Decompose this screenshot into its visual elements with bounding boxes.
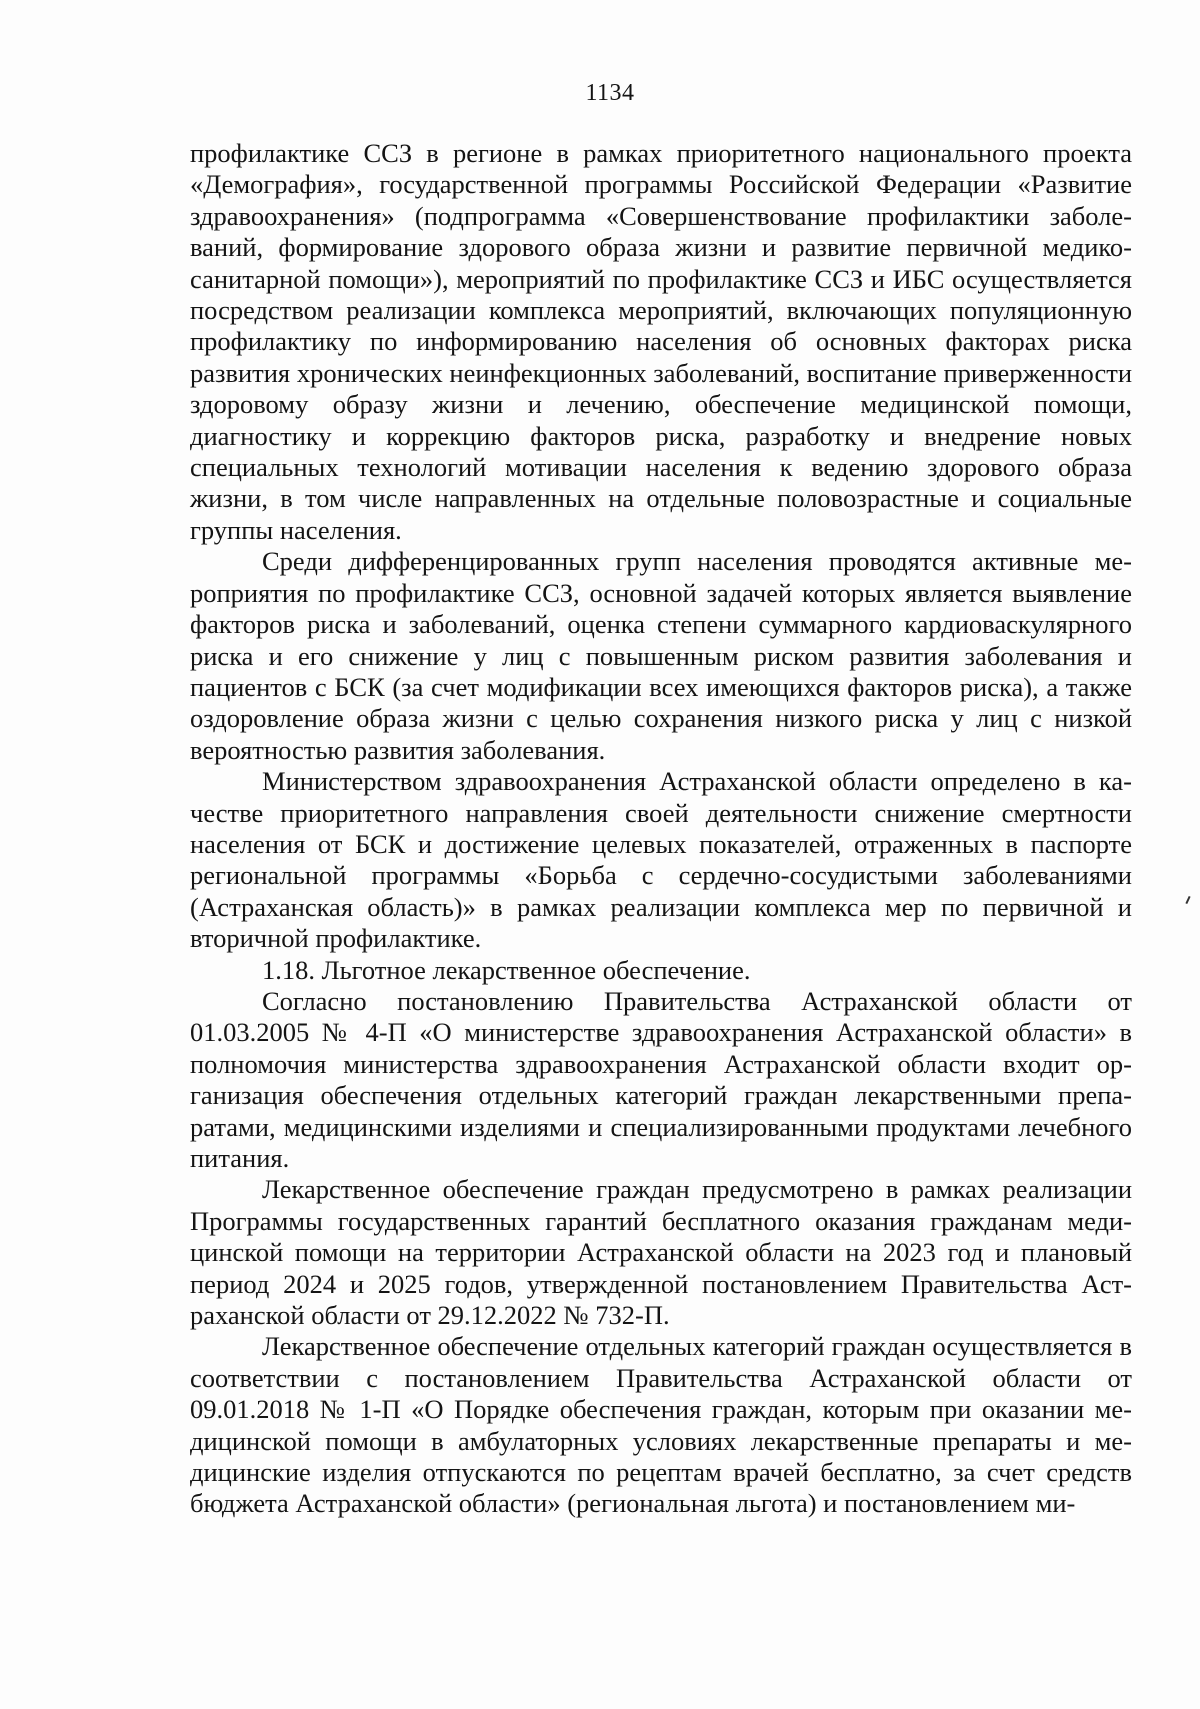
page-number: 1134 (585, 80, 635, 106)
scan-artifact-mark (1185, 896, 1190, 904)
paragraph-risk-groups: Среди дифференцированных групп населения проводятся активные мероприятия по профилактике ССЗ, основной задачей которых является выявление факторов риска и заболеваний, оценка степени суммарного кардиоваскулярного риска и его снижение у лиц с повышенным риском развития заболевания и пациентов с БСК (за счет модификации всех имеющихся факторов риска), а также оздоровление образа жизни с целью сохранения низкого риска у лиц с низкой вероятностью развития заболевания. (190, 546, 1132, 765)
paragraph-resolution-1p: Лекарственное обеспечение отдельных категорий граждан осуществляется в соответствии с постановлением Правительства Астраханской области от 09.01.2018 № 1-П «О Порядке обеспечения граждан, которым при оказании медицинской помощи в амбулаторных условиях лекарственные препараты и медицинские изделия отпускаются по рецептам врачей бесплатно, за счет средств бюджета Астраханской области» (региональная льгота) и постановлением ми- (190, 1331, 1132, 1519)
section-heading-1-18: 1.18. Льготное лекарственное обеспечение. (262, 954, 751, 985)
document-body (190, 138, 1132, 1520)
paragraph-continuation: профилактике ССЗ в регионе в рамках приоритетного национального проекта «Демография», государственной программы Российской Федерации «Развитие здравоохранения» (подпрограмма «Совершенствование профилактики заболеваний, формирование здорового образа жизни и развитие первичной медико-санитарной помощи»), мероприятий по профилактике ССЗ и ИБС осуществляется посредством реализации комплекса мероприятий, включающих популяционную профилактику по информированию населения об основных факторах риска развития хронических неинфекционных заболеваний, воспитание приверженности здоровому образу жизни и лечению, обеспечение медицинской помощи, диагностику и коррекцию факторов риска, разработку и внедрение новых специальных технологий мотивации населения к ведению здорового образа жизни, в том числе направленных на отдельные половозрастные и социальные группы населения. (190, 138, 1132, 545)
paragraph-resolution-4p: Согласно постановлению Правительства Астраханской области от 01.03.2005 № 4-П «О министерстве здравоохранения Астраханской области» в полномочия министерства здравоохранения Астраханской области входит организация обеспечения отдельных категорий граждан лекарственными препаратами, медицинскими изделиями и специализированными продуктами лечебного питания. (190, 985, 1132, 1173)
paragraph-ministry-priority: Министерством здравоохранения Астраханской области определено в качестве приоритетного направления своей деятельности снижение смертности населения от БСК и достижение целевых показателей, отраженных в паспорте региональной программы «Борьба с сердечно-сосудистыми заболеваниями (Астраханская область)» в рамках реализации комплекса мер по первичной и вторичной профилактике. (190, 766, 1132, 954)
paragraph-guarantee-program: Лекарственное обеспечение граждан предусмотрено в рамках реализации Программы государственных гарантий бесплатного оказания гражданам медицинской помощи на территории Астраханской области на 2023 год и плановый период 2024 и 2025 годов, утвержденной постановлением Правительства Астраханской области от 29.12.2022 № 732-П. (190, 1174, 1132, 1331)
